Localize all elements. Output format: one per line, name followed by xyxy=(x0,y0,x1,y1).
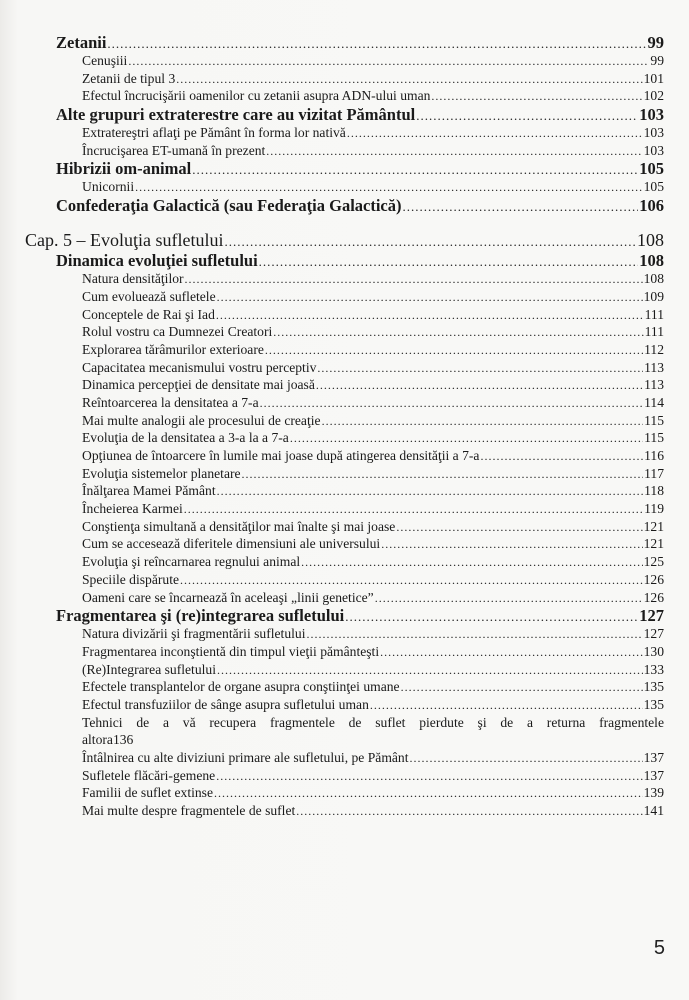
toc-entry-title-line1: Tehnici de a vă recupera fragmentele de suflet pierdute şi de a returna fragmentele xyxy=(82,714,664,730)
toc-entry-page: 105 xyxy=(639,159,664,179)
toc-leader-dots xyxy=(217,289,643,306)
toc-leader-dots xyxy=(380,644,643,661)
toc-entry-page: 111 xyxy=(644,324,664,340)
toc-leader-dots xyxy=(381,536,642,553)
toc-entry-title: Opţiunea de întoarcere în lumile mai joase după atingerea densităţii a 7-a xyxy=(82,448,480,463)
toc-entry-multiline[interactable] xyxy=(56,714,664,749)
toc-subsection-entry[interactable] xyxy=(56,696,664,714)
toc-entry-page: 117 xyxy=(644,465,664,481)
toc-entry-title: Confederaţia Galactică (sau Federaţia Galactică) xyxy=(56,196,402,216)
toc-subsection-entry[interactable] xyxy=(56,589,664,607)
toc-leader-dots xyxy=(416,106,638,124)
toc-leader-dots xyxy=(316,377,643,394)
toc-entry-title: Cum se accesează diferitele dimensiuni ale universului xyxy=(82,536,381,552)
toc-entry-title: Înălţarea Mamei Pământ xyxy=(82,483,216,499)
toc-subsection-entry[interactable] xyxy=(56,124,664,142)
toc-entry-page: 108 xyxy=(643,271,664,287)
toc-leader-dots xyxy=(401,679,643,696)
toc-leader-dots xyxy=(216,307,644,324)
toc-subsection-entry[interactable] xyxy=(56,447,664,465)
toc-entry-page: 137 xyxy=(643,767,664,783)
toc-entry-page: 127 xyxy=(643,626,664,642)
toc-entry-title: Hibrizii om-animal xyxy=(56,159,192,179)
toc-entry-title: Sufletele flăcări-gemene xyxy=(82,767,216,783)
toc-entry-title: Evoluţia de la densitatea a 3-a la a 7-a xyxy=(82,430,289,446)
toc-leader-dots xyxy=(180,572,643,589)
toc-leader-dots xyxy=(290,430,643,447)
toc-subsection-entry[interactable] xyxy=(56,178,664,196)
toc-leader-dots xyxy=(306,626,642,643)
toc-entry-page: 106 xyxy=(639,196,664,216)
toc-section-entry[interactable] xyxy=(56,33,664,52)
toc-entry-title: (Re)Integrarea sufletului xyxy=(82,661,216,677)
toc-subsection-entry[interactable] xyxy=(56,678,664,696)
toc-entry-title: Explorarea tărâmurilor exterioare xyxy=(82,341,264,357)
toc-entry-page: 121 xyxy=(643,536,664,552)
toc-entry-title: Capacitatea mecanismului vostru perceptiv xyxy=(82,359,317,375)
toc-leader-dots xyxy=(259,252,639,270)
toc-leader-dots xyxy=(217,662,643,679)
toc-entry-page: 137 xyxy=(643,750,664,766)
toc-entry-title: Mai multe analogii ale procesului de creaţie xyxy=(82,412,321,428)
toc-subsection-entry[interactable] xyxy=(56,412,664,430)
toc-chapter-page: 108 xyxy=(637,230,664,251)
toc-leader-dots xyxy=(192,160,638,178)
toc-subsection-entry[interactable] xyxy=(56,802,664,820)
toc-entry-page: 121 xyxy=(643,518,664,534)
toc-leader-dots xyxy=(273,324,643,341)
toc-subsection-entry[interactable] xyxy=(56,518,664,536)
toc-entry-title: Natura densităţilor xyxy=(82,271,184,287)
toc-leader-dots xyxy=(322,413,644,430)
toc-section-entry[interactable] xyxy=(56,159,664,178)
toc-subsection-entry[interactable] xyxy=(56,359,664,377)
toc-leader-dots xyxy=(260,395,643,412)
toc-entry-page: 99 xyxy=(650,53,664,68)
toc-leader-dots xyxy=(176,71,642,88)
toc-subsection-entry[interactable] xyxy=(56,70,664,88)
toc-entry-page: 102 xyxy=(643,88,664,104)
toc-entry-page: 115 xyxy=(644,430,664,446)
toc-leader-dots xyxy=(317,360,643,377)
toc-entry-page: 115 xyxy=(644,412,664,428)
toc-subsection-entry[interactable] xyxy=(56,661,664,679)
toc-leader-dots xyxy=(128,53,649,70)
toc-entry-page: 126 xyxy=(643,589,664,605)
toc-entry-page: 136 xyxy=(112,732,134,748)
toc-entry-title: Zetanii de tipul 3 xyxy=(82,70,176,86)
toc-leader-dots xyxy=(431,88,642,105)
toc-entry-title: Fragmentarea şi (re)integrarea sufletului xyxy=(56,606,345,626)
toc-entry-page: 119 xyxy=(644,501,664,517)
toc-subsection-entry[interactable] xyxy=(56,306,664,324)
toc-section-entry[interactable] xyxy=(56,606,664,625)
toc-leader-dots xyxy=(135,179,643,196)
toc-subsection-entry[interactable] xyxy=(56,535,664,553)
toc-entry-title: Unicornii xyxy=(82,179,135,195)
toc-entry-page: 139 xyxy=(643,785,664,801)
table-of-contents xyxy=(25,33,664,820)
toc-leader-dots xyxy=(216,768,642,785)
toc-entry-title: Oameni care se încarnează în aceleaşi „linii genetice” xyxy=(82,589,374,605)
toc-leader-dots xyxy=(214,785,643,802)
toc-entry-title: Conştienţa simultană a densităţilor mai înalte şi mai joase xyxy=(82,518,396,534)
toc-entry-title: Cum evoluează sufletele xyxy=(82,288,216,304)
toc-entry-title: Cenuşiii xyxy=(82,53,128,68)
toc-entry-page: 116 xyxy=(644,448,664,463)
toc-entry-page: 112 xyxy=(644,341,664,357)
toc-section-entry[interactable] xyxy=(56,196,664,215)
toc-entry-title: Încrucişarea ET-umană în prezent xyxy=(82,142,266,158)
toc-entry-title: Conceptele de Rai şi Iad xyxy=(82,306,215,322)
toc-subsection-entry[interactable] xyxy=(56,394,664,412)
toc-entry-page: 111 xyxy=(644,306,664,322)
toc-entry-page: 125 xyxy=(643,554,664,570)
toc-leader-dots xyxy=(347,125,643,142)
toc-entry-page: 103 xyxy=(643,142,664,158)
toc-entry-page: 103 xyxy=(643,125,664,141)
toc-chapter-heading[interactable] xyxy=(25,229,664,251)
toc-entry-title: Reîntoarcerea la densitatea a 7-a xyxy=(82,394,259,410)
toc-entry-title: Mai multe despre fragmentele de suflet xyxy=(82,803,296,819)
toc-entry-page: 113 xyxy=(644,359,664,375)
toc-subsection-entry[interactable] xyxy=(56,767,664,785)
toc-group-chapter-5-end xyxy=(56,749,664,820)
toc-entry-page: 99 xyxy=(647,33,664,52)
toc-subsection-entry[interactable] xyxy=(56,625,664,643)
toc-entry-title: Întâlnirea cu alte diviziuni primare ale sufletului, pe Pământ xyxy=(82,750,409,766)
toc-subsection-entry[interactable] xyxy=(56,571,664,589)
toc-subsection-entry[interactable] xyxy=(56,500,664,518)
toc-subsection-entry[interactable] xyxy=(56,784,664,802)
toc-leader-dots xyxy=(403,197,639,215)
toc-subsection-entry[interactable] xyxy=(56,749,664,767)
toc-subsection-entry[interactable] xyxy=(56,376,664,394)
toc-entry-title: Extratereştri aflaţi pe Pământ în forma lor nativă xyxy=(82,125,346,141)
toc-leader-dots xyxy=(296,803,642,820)
toc-subsection-entry[interactable] xyxy=(56,288,664,306)
toc-subsection-entry[interactable] xyxy=(56,465,664,483)
toc-subsection-entry[interactable] xyxy=(56,429,664,447)
toc-leader-dots xyxy=(375,590,643,607)
toc-entry-page: 108 xyxy=(639,251,664,271)
toc-entry-page: 135 xyxy=(643,679,664,695)
toc-entry-page: 127 xyxy=(639,606,664,626)
toc-entry-title: Zetanii xyxy=(56,33,107,52)
toc-leader-dots xyxy=(410,750,643,767)
toc-leader-dots xyxy=(224,231,636,251)
toc-entry-title: Evoluţia şi reîncarnarea regnului animal xyxy=(82,554,301,570)
toc-section-entry[interactable] xyxy=(56,105,664,124)
toc-entry-title: Efectul încrucişării oamenilor cu zetanii asupra ADN-ului uman xyxy=(82,88,431,104)
toc-leader-dots xyxy=(107,34,646,52)
toc-entry-title: Efectele transplantelor de organe asupra conştiinţei umane xyxy=(82,679,400,695)
toc-leader-dots xyxy=(370,697,643,714)
toc-subsection-entry[interactable] xyxy=(56,341,664,359)
toc-entry-page: 114 xyxy=(644,394,664,410)
toc-entry-title: Dinamica percepţiei de densitate mai joasă xyxy=(82,377,315,393)
toc-entry-page: 118 xyxy=(644,483,664,499)
toc-group-chapter-4-end xyxy=(56,33,664,215)
page-number: 5 xyxy=(653,937,665,959)
toc-entry-title: Evoluţia sistemelor planetare xyxy=(82,465,241,481)
toc-entry-title: Încheierea Karmei xyxy=(82,501,183,517)
toc-entry-title: Rolul vostru ca Dumnezei Creatori xyxy=(82,324,273,340)
toc-subsection-entry[interactable] xyxy=(56,643,664,661)
toc-entry-title-line2: altora xyxy=(82,732,113,748)
toc-entry-page: 135 xyxy=(643,696,664,712)
toc-entry-title: Alte grupuri extraterestre care au vizitat Pământul xyxy=(56,105,416,125)
toc-leader-dots xyxy=(265,342,643,359)
toc-subsection-entry[interactable] xyxy=(56,482,664,500)
toc-subsection-entry[interactable] xyxy=(56,323,664,341)
toc-subsection-entry[interactable] xyxy=(56,87,664,105)
toc-leader-dots xyxy=(184,501,643,518)
toc-entry-title: Natura divizării şi fragmentării sufletului xyxy=(82,626,306,642)
toc-entry-page: 126 xyxy=(643,571,664,587)
toc-entry-title: Familii de suflet extinse xyxy=(82,785,214,801)
toc-entry-page: 141 xyxy=(643,803,664,819)
toc-entry-page: 105 xyxy=(643,179,664,195)
toc-entry-title: Fragmentarea inconştientă din timpul vieţii pământeşti xyxy=(82,643,380,659)
toc-leader-dots xyxy=(301,554,642,571)
toc-subsection-entry[interactable] xyxy=(56,52,664,70)
toc-entry-page: 113 xyxy=(644,377,664,393)
toc-leader-dots xyxy=(396,519,642,536)
toc-chapter-title: Cap. 5 – Evoluţia sufletului xyxy=(25,230,224,251)
toc-subsection-entry[interactable] xyxy=(56,270,664,288)
toc-entry-page: 133 xyxy=(643,661,664,677)
toc-entry-title: Efectul transfuziilor de sânge asupra sufletului uman xyxy=(82,696,369,712)
toc-subsection-entry[interactable] xyxy=(56,553,664,571)
toc-subsection-entry[interactable] xyxy=(56,142,664,160)
toc-entry-title: Dinamica evoluţiei sufletului xyxy=(56,251,258,271)
toc-leader-dots xyxy=(266,143,642,160)
toc-leader-dots xyxy=(217,483,643,500)
toc-leader-dots xyxy=(480,448,643,465)
toc-leader-dots xyxy=(242,466,644,483)
toc-entry-title: Speciile dispărute xyxy=(82,571,180,587)
toc-entry-page: 109 xyxy=(643,288,664,304)
toc-section-entry[interactable] xyxy=(56,251,664,270)
toc-leader-dots xyxy=(345,607,638,625)
toc-entry-page: 103 xyxy=(639,105,664,125)
toc-leader-dots xyxy=(185,271,643,288)
toc-entry-page: 101 xyxy=(643,70,664,86)
toc-entry-page: 130 xyxy=(643,643,664,659)
toc-group-chapter-5 xyxy=(56,251,664,714)
